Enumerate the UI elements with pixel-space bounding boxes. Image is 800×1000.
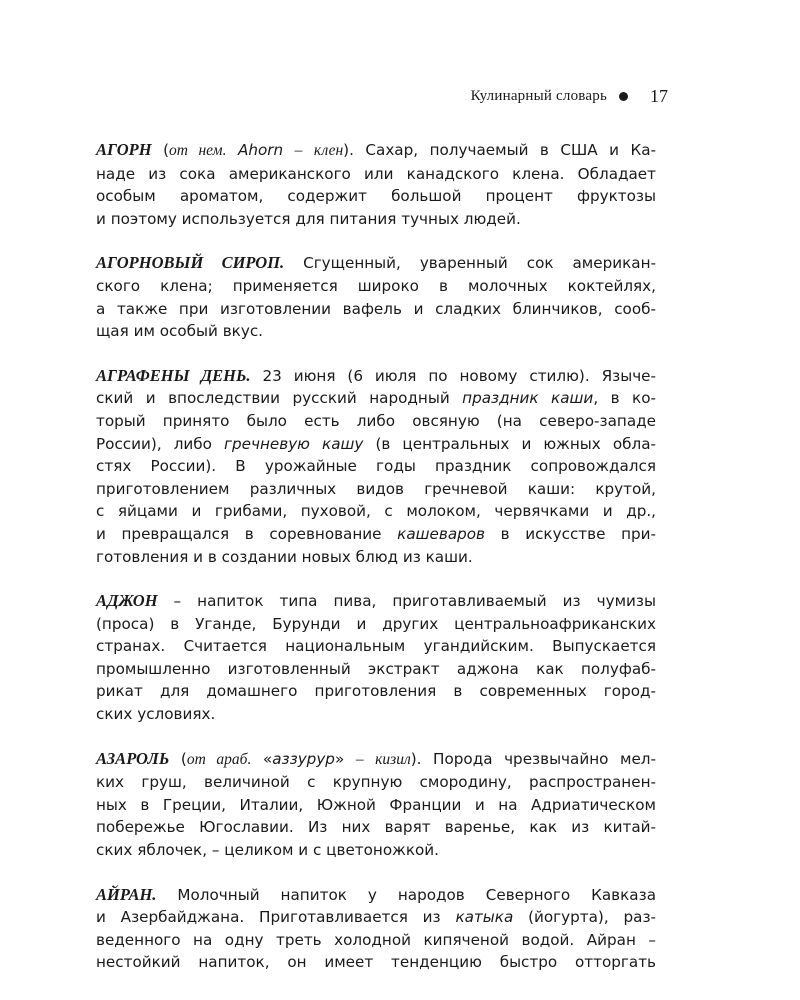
entry-line: веденного на одну треть холодной кипяченой водой. Айран – (96, 930, 656, 949)
entry-line: ных в Греции, Италии, Южной Франции и на Адриатическом (96, 795, 656, 814)
entry-line: ских условиях. (96, 705, 216, 724)
entry-line: наде из сока американского или канадского клена. Обладает (96, 164, 656, 183)
headword: АГРАФЕНЫ ДЕНЬ. (96, 365, 251, 385)
entry-agrafeny-den (96, 365, 656, 568)
entry-line: АГОРН (от нем. Ahorn – клен). Сахар, получаемый в США и Ка- (96, 140, 657, 159)
headword: АГОРНОВЫЙ СИРОП. (96, 253, 285, 273)
entry-line: и превращался в соревнование кашеваров в искусстве при- (96, 524, 656, 543)
headword: АЗАРОЛЬ (96, 748, 170, 768)
entry-line: приготовлением различных видов гречневой каши: крутой, (96, 479, 656, 498)
entry-line: АДЖОН – напиток типа пива, приготавливаемый из чумизы (96, 591, 656, 611)
entry-line: стях России). В урожайные годы праздник сопровождался (96, 457, 656, 476)
entry-line: (проса) в Уганде, Бурунди и других центральноафриканских (96, 614, 656, 633)
entry-line: готовления и в создании новых блюд из каши. (96, 547, 473, 566)
headword: АЙРАН. (96, 884, 157, 904)
entry-line: побережье Югославии. Из них варят варенье, как из китай- (96, 818, 656, 837)
cross-reference: праздник каши (462, 389, 594, 408)
entry-agorn (96, 139, 656, 230)
etymology-label: от араб. (186, 750, 252, 768)
entry-line: ских яблочек, – целиком и с цветоножкой. (96, 841, 440, 860)
bullet-icon (619, 92, 628, 101)
cross-reference: кашеваров (397, 524, 486, 543)
entry-azarol (96, 748, 656, 862)
entry-line: а также при изготовлении вафель и сладких блинчиков, сооб- (96, 299, 656, 318)
headword: АГОРН (96, 140, 152, 159)
entry-line: нестойкий напиток, он имеет тенденцию быстро отторгать (96, 953, 656, 972)
running-title: Кулинарный словарь (470, 88, 607, 104)
entry-line: ского клена; применяется широко в молочных коктейлях, (96, 276, 656, 295)
entry-line: особым ароматом, содержит большой процент фруктозы (96, 187, 656, 206)
entry-airan (96, 884, 656, 974)
entry-line: странах. Считается национальным угандийским. Выпускается (96, 637, 656, 656)
entry-line: и поэтому используется для питания тучных людей. (96, 209, 521, 228)
running-header (96, 86, 668, 106)
etymology-meaning: клен (313, 142, 344, 159)
dictionary-content (96, 139, 656, 996)
etymology-label: от нем. (169, 142, 227, 159)
entry-line: АГОРНОВЫЙ СИРОП. Сгущенный, уваренный сок американ- (96, 253, 656, 273)
entry-line: АГРАФЕНЫ ДЕНЬ. 23 июня (6 июля по новому стилю). Языче- (96, 365, 656, 385)
entry-line: торый принято было есть либо овсяную (на северо-западе (96, 411, 656, 430)
entry-agornovyi-sirop (96, 252, 656, 342)
headword: АДЖОН (96, 591, 158, 611)
page-number: 17 (650, 86, 668, 106)
entry-line: АЙРАН. Молочный напиток у народов Северного Кавказа (96, 884, 656, 904)
etymology-meaning: кизил (375, 750, 411, 768)
cross-reference: катыка (455, 908, 514, 927)
entry-line: АЗАРОЛЬ (от араб. «аззурур» – кизил). Порода чрезвычайно мел- (96, 748, 656, 768)
etymology-word: аззурур (272, 749, 335, 768)
entry-line: России), либо гречневую кашу (в центральных и южных обла- (96, 434, 656, 453)
entry-line: ких груш, величиной с крупную смородину, распространен- (96, 773, 656, 792)
entry-line: промышленно изготовленный экстракт аджона как полуфаб- (96, 659, 656, 678)
etymology-word: Ahorn (237, 141, 284, 159)
entry-line: с яйцами и грибами, пуховой, с молоком, червячками и др., (96, 502, 656, 521)
entry-line: рикат для домашнего приготовления в современных город- (96, 682, 656, 701)
entry-adzhon (96, 590, 656, 726)
entry-line: и Азербайджана. Приготавливается из катыка (йогурта), раз- (96, 908, 657, 927)
cross-reference: гречневую кашу (224, 434, 364, 453)
entry-line: щая им особый вкус. (96, 322, 264, 341)
entry-line: ский и впоследствии русский народный праздник каши, в ко- (96, 389, 656, 408)
